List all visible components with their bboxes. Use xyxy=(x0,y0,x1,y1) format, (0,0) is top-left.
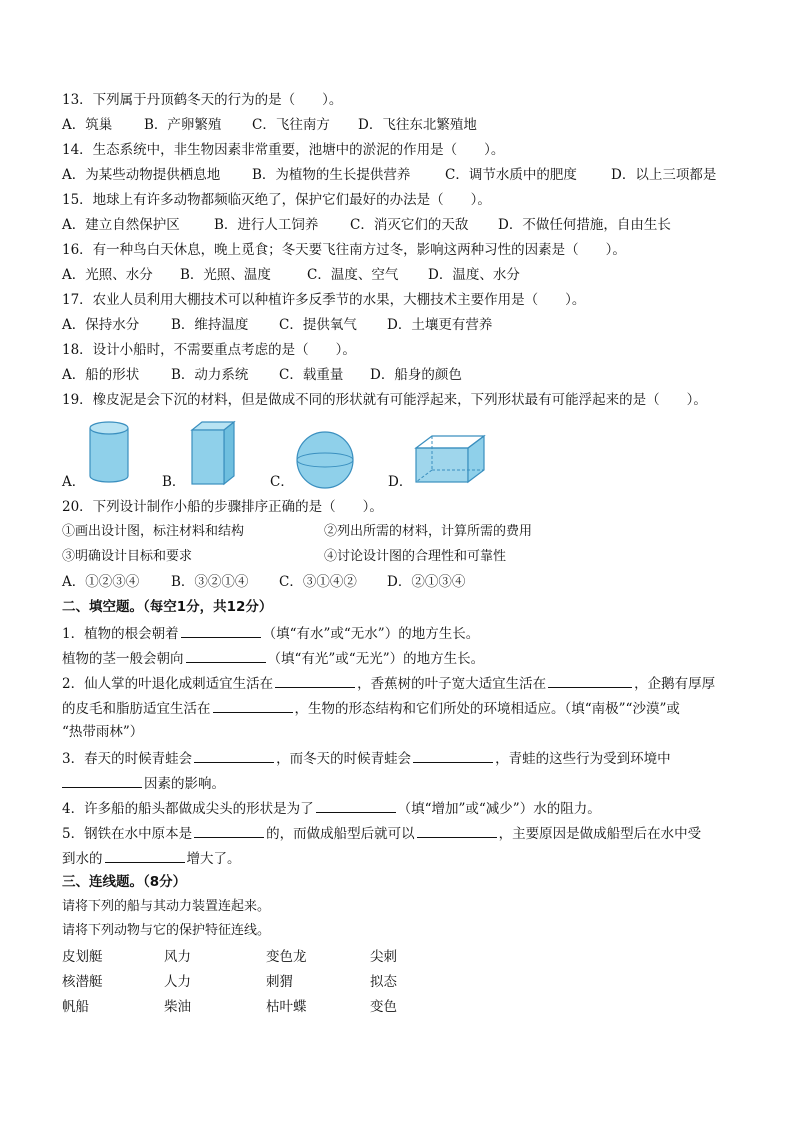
fill-2-text-d: 的皮毛和脂肪适宜生活在 xyxy=(62,701,211,717)
fill-5-text-c: ，主要原因是做成船型后在水中受 xyxy=(498,826,702,842)
feature-item[interactable]: 尖刺 xyxy=(370,949,397,965)
fill-3-text-c: ，青蛙的这些行为受到环境中 xyxy=(495,751,671,767)
answer-blank[interactable] xyxy=(275,673,355,688)
power-item[interactable]: 风力 xyxy=(164,949,191,965)
q14-option-c: C．调节水质中的肥度 xyxy=(445,167,577,183)
answer-blank[interactable] xyxy=(181,623,261,638)
fill-5-text-b: 的，而做成船型后就可以 xyxy=(266,826,415,842)
question-17: 17．农业人员利用大棚技术可以种植许多反季节的水果，大棚技术主要作用是（ ）。 xyxy=(62,292,586,308)
q20-option-b: B．③②①④ xyxy=(171,574,249,590)
q17-option-c: C．提供氧气 xyxy=(279,317,357,333)
animal-item[interactable]: 刺猬 xyxy=(266,974,293,990)
fill-4-text-a: 4．许多船的船头都做成尖头的形状是为了 xyxy=(62,801,314,817)
fill-2-line-2 xyxy=(62,698,680,718)
q16-option-b: B．光照、温度 xyxy=(180,267,271,283)
q16-option-d: D．温度、水分 xyxy=(428,267,520,283)
fill-1-text-a: 1．植物的根会朝着 xyxy=(62,626,179,642)
fill-5-text-d: 到水的 xyxy=(62,851,103,867)
fill-1-line-2 xyxy=(62,648,484,668)
q15-option-b: B．进行人工饲养 xyxy=(214,217,319,233)
q15-option-c: C．消灭它们的天敌 xyxy=(350,217,469,233)
q16-option-c: C．温度、空气 xyxy=(307,267,399,283)
fill-1-text-d: （填“有光”或“无光”）的地方生长。 xyxy=(267,651,485,667)
animal-item[interactable]: 变色龙 xyxy=(266,949,307,965)
q17-option-d: D．土壤更有营养 xyxy=(387,317,493,333)
q14-option-d: D．以上三项都是 xyxy=(611,167,717,183)
fill-3-text-a: 3．春天的时候青蛙会 xyxy=(62,751,193,767)
q20-option-d: D．②①③④ xyxy=(387,574,466,590)
fill-5-text-a: 5．钢铁在水中原本是 xyxy=(62,826,193,842)
question-20: 20．下列设计制作小船的步骤排序正确的是（ ）。 xyxy=(62,499,383,515)
q13-option-b: B．产卵繁殖 xyxy=(144,117,222,133)
answer-blank[interactable] xyxy=(194,748,274,763)
boat-item[interactable]: 皮划艇 xyxy=(62,949,103,965)
q19-option-a: A． xyxy=(62,474,86,490)
fill-2-text-c: ，企鹅有厚厚 xyxy=(634,676,716,692)
q19-option-b: B． xyxy=(162,474,186,490)
q18-option-c: C．载重量 xyxy=(279,367,344,383)
q14-option-b: B．为植物的生长提供营养 xyxy=(252,167,411,183)
q20-step-3: ③明确设计目标和要求 xyxy=(62,549,193,564)
cylinder-icon xyxy=(88,420,130,484)
q20-step-2: ②列出所需的材料，计算所需的费用 xyxy=(324,524,533,539)
section-3-title: 三、连线题。（8分） xyxy=(62,874,187,890)
q20-option-c: C．③①④② xyxy=(279,574,357,590)
fill-2-line-1 xyxy=(62,673,715,693)
fill-2-line-3: “热带雨林”） xyxy=(62,724,144,740)
cuboid-icon xyxy=(190,420,236,486)
animal-item[interactable]: 枯叶蝶 xyxy=(266,999,307,1015)
answer-blank[interactable] xyxy=(105,848,185,863)
q18-option-d: D．船身的颜色 xyxy=(370,367,462,383)
question-13: 13．下列属于丹顶鹤冬天的行为的是（ ）。 xyxy=(62,92,343,108)
q15-option-a: A．建立自然保护区 xyxy=(62,217,180,233)
matching-instruction-1: 请将下列的船与其动力装置连起来。 xyxy=(62,899,271,914)
answer-blank[interactable] xyxy=(213,698,293,713)
q17-option-a: A．保持水分 xyxy=(62,317,140,333)
answer-blank[interactable] xyxy=(417,823,497,838)
fill-3-line-1 xyxy=(62,748,671,768)
question-15: 15．地球上有许多动物都频临灭绝了，保护它们最好的办法是（ ）。 xyxy=(62,192,491,208)
fill-2-text-b: ，香蕉树的叶子宽大适宜生活在 xyxy=(357,676,547,692)
fill-3-text-d: 因素的影响。 xyxy=(144,776,225,792)
q13-option-a: A．筑巢 xyxy=(62,117,113,133)
matching-instruction-2: 请将下列动物与它的保护特征连线。 xyxy=(62,923,271,938)
answer-blank[interactable] xyxy=(316,798,396,813)
q18-option-a: A．船的形状 xyxy=(62,367,140,383)
q19-option-d: D． xyxy=(388,474,413,490)
fill-1-text-b: （填“有水”或“无水”）的地方生长。 xyxy=(262,626,480,642)
q14-option-a: A．为某些动物提供栖息地 xyxy=(62,167,221,183)
fill-5-line-1 xyxy=(62,823,701,843)
answer-blank[interactable] xyxy=(62,773,142,788)
fill-4-line xyxy=(62,798,601,818)
q19-option-c: C． xyxy=(270,474,294,490)
power-item[interactable]: 柴油 xyxy=(164,999,191,1015)
question-18: 18．设计小船时，不需要重点考虑的是（ ）。 xyxy=(62,342,356,358)
fill-1-line-1 xyxy=(62,623,479,643)
fill-2-text-e: ，生物的形态结构和它们所处的环境相适应。（填“南极”“沙漠”或 xyxy=(294,701,680,717)
boat-item[interactable]: 核潜艇 xyxy=(62,974,103,990)
fill-3-text-b: ，而冬天的时候青蛙会 xyxy=(276,751,412,767)
answer-blank[interactable] xyxy=(194,823,264,838)
q16-option-a: A．光照、水分 xyxy=(62,267,153,283)
fill-5-line-2 xyxy=(62,848,241,868)
open-box-icon xyxy=(414,434,486,484)
q20-option-a: A．①②③④ xyxy=(62,574,140,590)
answer-blank[interactable] xyxy=(413,748,493,763)
question-16: 16．有一种鸟白天休息，晚上觅食；冬天要飞往南方过冬，影响这两种习性的因素是（ ）。 xyxy=(62,242,626,258)
q13-option-d: D．飞往东北繁殖地 xyxy=(358,117,477,133)
fill-2-text-a: 2．仙人掌的叶退化成刺适宜生活在 xyxy=(62,676,274,692)
section-2-title: 二、填空题。（每空1分，共12分） xyxy=(62,599,273,615)
fill-1-text-c: 植物的茎一般会朝向 xyxy=(62,651,184,667)
sphere-icon xyxy=(295,430,355,490)
q20-step-4: ④讨论设计图的合理性和可靠性 xyxy=(324,549,507,564)
q18-option-b: B．动力系统 xyxy=(171,367,249,383)
q15-option-d: D．不做任何措施，自由生长 xyxy=(498,217,671,233)
question-14: 14．生态系统中，非生物因素非常重要，池塘中的淤泥的作用是（ ）。 xyxy=(62,142,505,158)
q20-step-1: ①画出设计图，标注材料和结构 xyxy=(62,524,245,539)
q17-option-b: B．维持温度 xyxy=(171,317,249,333)
boat-item[interactable]: 帆船 xyxy=(62,999,89,1015)
fill-5-text-e: 增大了。 xyxy=(186,851,241,867)
feature-item[interactable]: 拟态 xyxy=(370,974,397,990)
question-19: 19．橡皮泥是会下沉的材料，但是做成不同的形状就有可能浮起来，下列形状最有可能浮起来的是（ ）。 xyxy=(62,392,707,408)
answer-blank[interactable] xyxy=(186,648,266,663)
fill-3-line-2 xyxy=(62,773,225,793)
feature-item[interactable]: 变色 xyxy=(370,999,397,1015)
power-item[interactable]: 人力 xyxy=(164,974,191,990)
answer-blank[interactable] xyxy=(548,673,632,688)
fill-4-text-b: （填“增加”或“减少”）水的阻力。 xyxy=(397,801,601,817)
q13-option-c: C．飞往南方 xyxy=(252,117,330,133)
